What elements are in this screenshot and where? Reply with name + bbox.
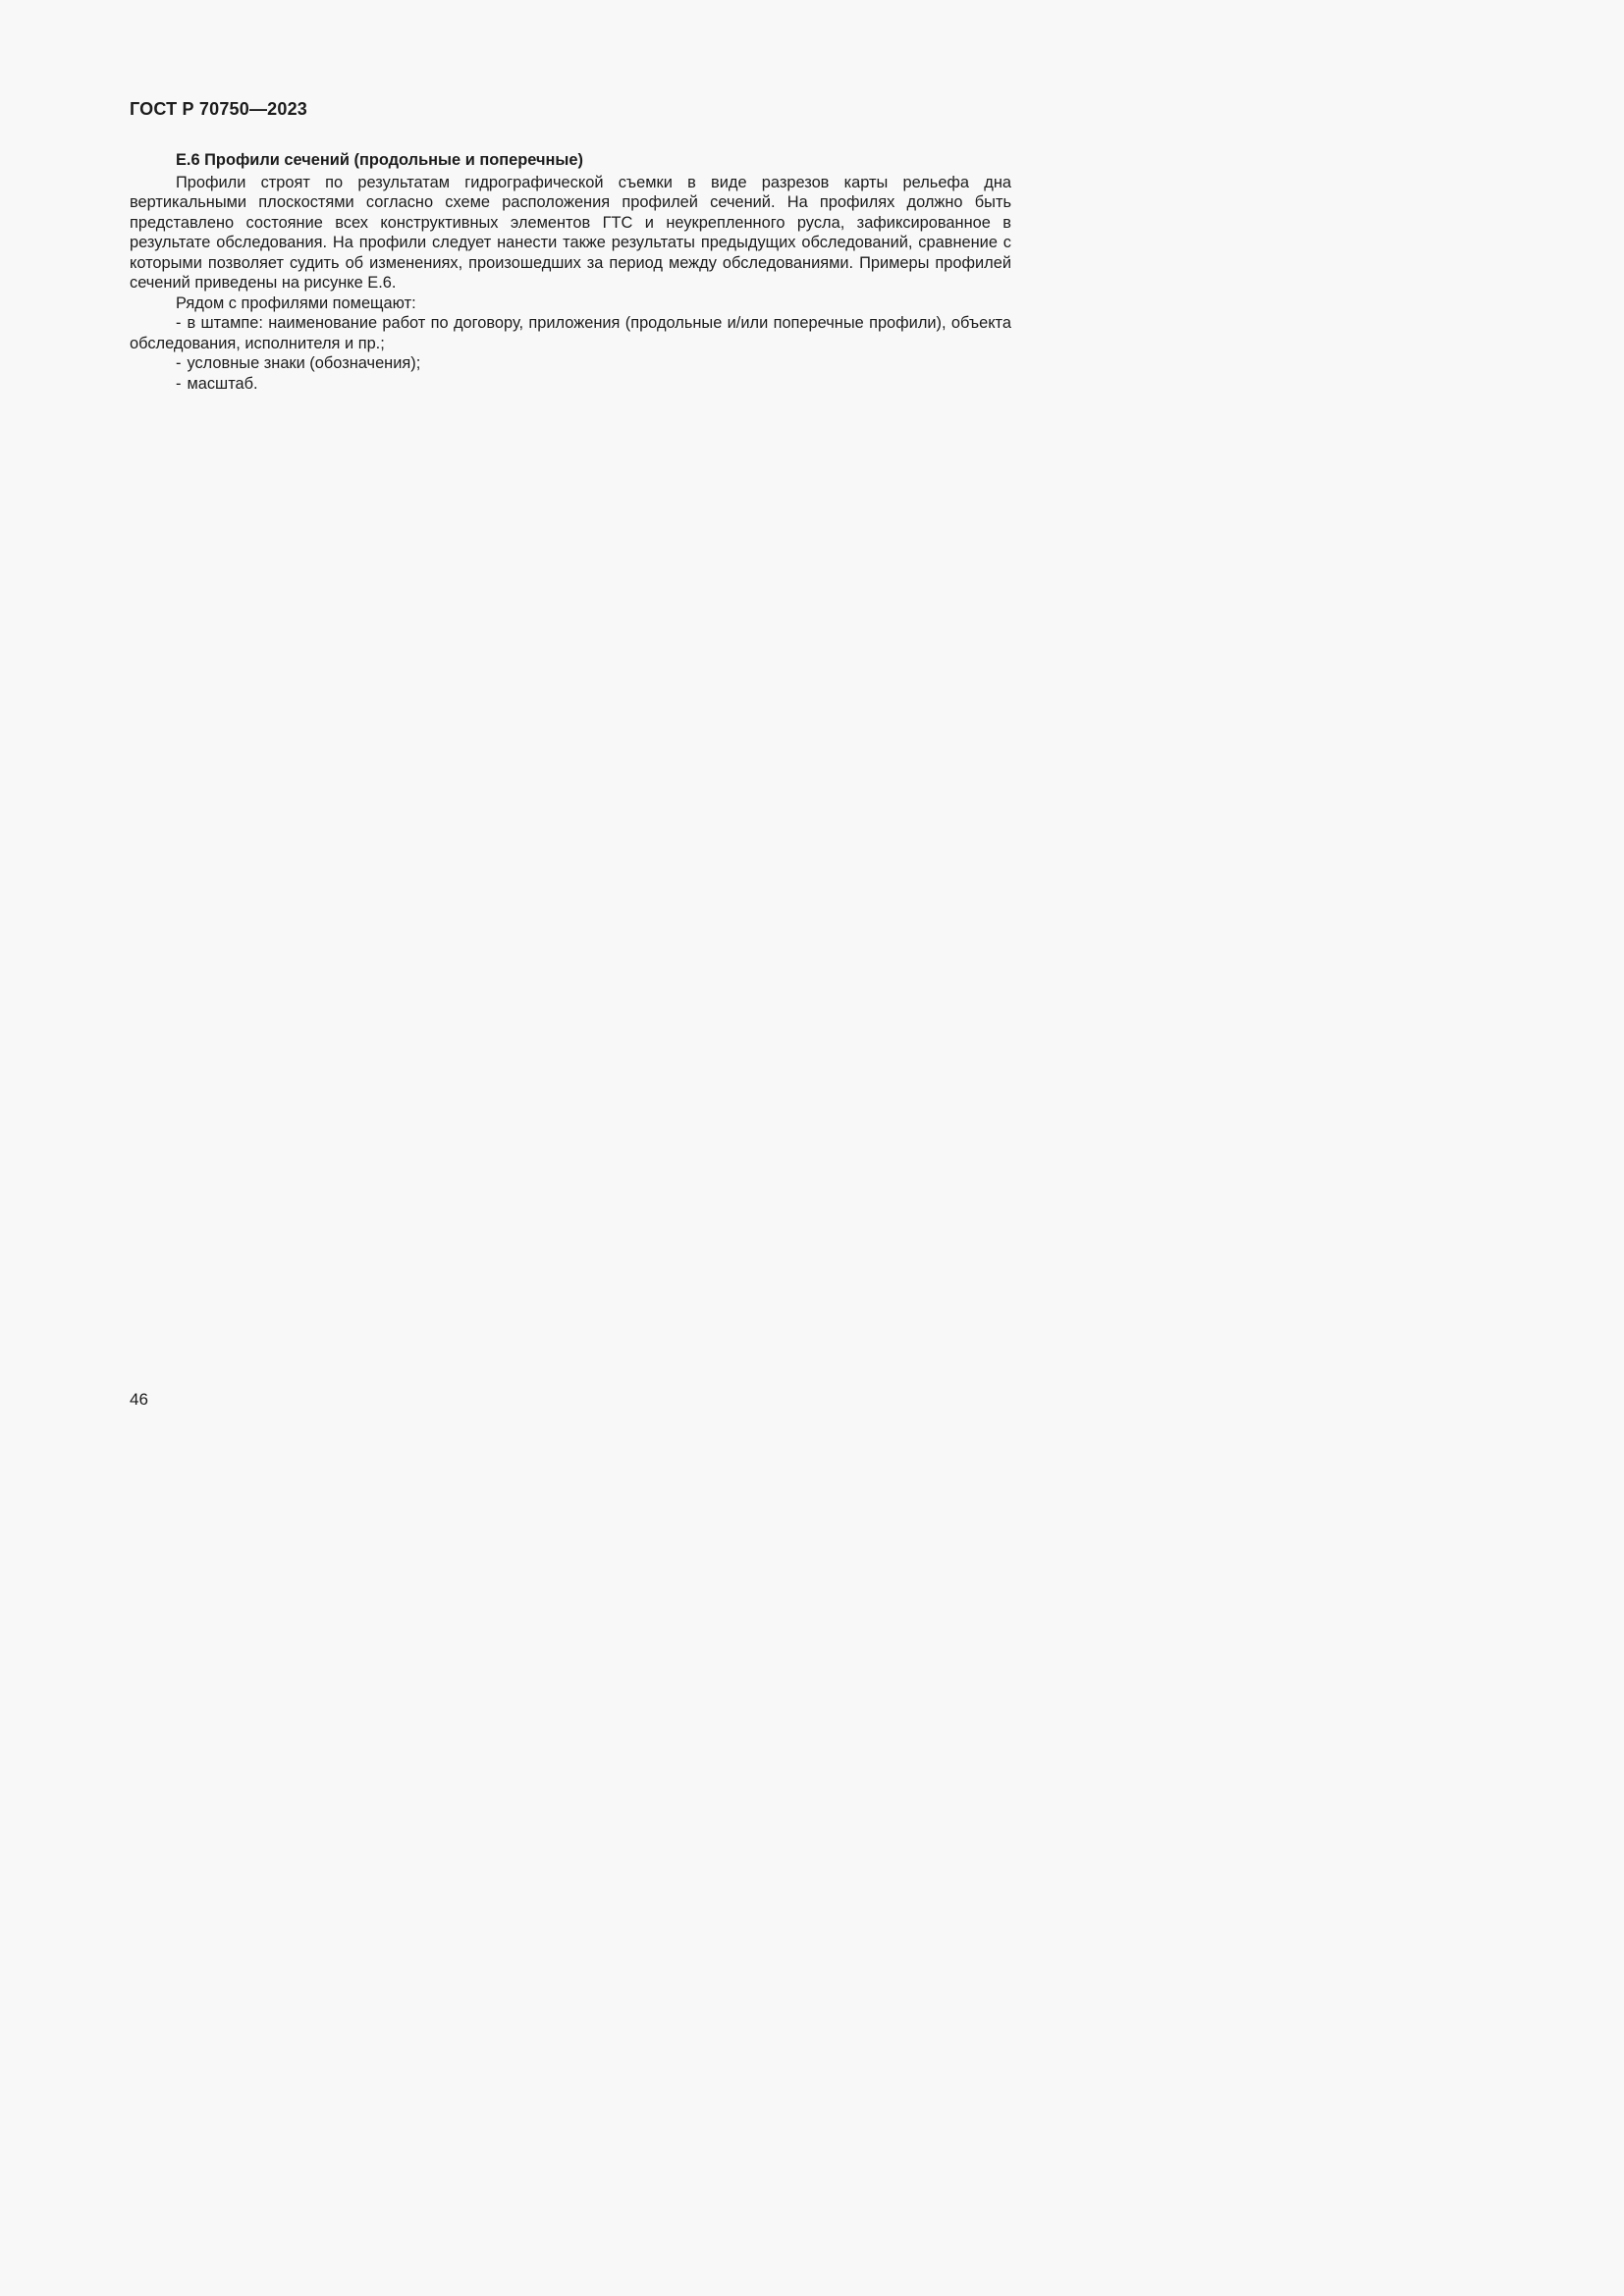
paragraph: Профили строят по результатам гидрографической съемки в виде разрезов карты рельефа дна вертикальными плоскостями согласно схеме расположения профилей сечений. На профилях должно быть представлено состояние всех конструктивных элементов ГТС и неукрепленного русла, зафиксированное в результате обследования. На профили следует нанести также результаты предыдущих обследований, сравнение с которыми позволяет судить об изменениях, произошедших за период между обследованиями. Примеры профилей сечений приведены на рисунке Е.6. — [130, 173, 1011, 292]
section-content — [130, 150, 1011, 394]
list-item-text: условные знаки (обозначения); — [187, 354, 421, 372]
list-dash: - — [176, 314, 182, 332]
list-item-text: в штампе: наименование работ по договору, приложения (продольные и/или поперечные профили), объекта обследования, исполнителя и пр.; — [130, 314, 1011, 352]
list-item — [130, 353, 1011, 374]
list-item-text: масштаб. — [187, 374, 258, 393]
list-item — [130, 374, 1011, 395]
page-number: 46 — [130, 1390, 148, 1409]
list-dash: - — [176, 374, 182, 393]
list-item — [130, 313, 1011, 353]
document-header: ГОСТ Р 70750—2023 — [130, 99, 308, 119]
list-dash: - — [176, 354, 182, 372]
paragraph: Рядом с профилями помещают: — [176, 294, 416, 312]
section-title: Е.6 Профили сечений (продольные и поперечные) — [176, 151, 583, 169]
